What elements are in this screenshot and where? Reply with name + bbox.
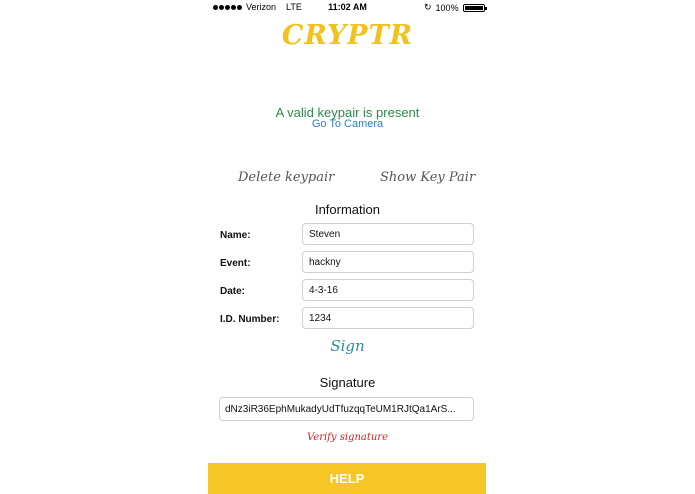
information-heading: Information bbox=[314, 202, 381, 217]
date-label: Date: bbox=[220, 286, 246, 297]
app-title: CRYPTR bbox=[281, 20, 414, 51]
status-time: 11:02 AM bbox=[328, 2, 367, 12]
id-number-field[interactable] bbox=[302, 307, 474, 329]
battery-icon bbox=[463, 4, 485, 12]
event-field[interactable] bbox=[302, 251, 474, 273]
network-type: LTE bbox=[286, 2, 302, 12]
signature-heading: Signature bbox=[319, 375, 376, 390]
keypair-status: A valid keypair is present bbox=[275, 105, 420, 120]
go-to-camera-link[interactable]: Go To Camera bbox=[311, 118, 384, 130]
date-field[interactable] bbox=[302, 279, 474, 301]
sign-button[interactable]: Sign bbox=[330, 337, 365, 355]
delete-keypair-button[interactable]: Delete keypair bbox=[238, 170, 335, 185]
carrier-name: Verizon bbox=[246, 2, 277, 12]
name-field[interactable] bbox=[302, 223, 474, 245]
status-bar bbox=[0, 0, 695, 14]
help-button[interactable]: HELP bbox=[208, 463, 486, 494]
verify-signature-button[interactable]: Verify signature bbox=[306, 432, 389, 443]
battery-group bbox=[424, 2, 485, 13]
event-label: Event: bbox=[220, 258, 251, 269]
battery-percent: 100% bbox=[435, 2, 459, 13]
id-number-label: I.D. Number: bbox=[220, 314, 280, 325]
rotation-lock-icon: ↻ bbox=[424, 2, 432, 12]
show-key-pair-button[interactable]: Show Key Pair bbox=[380, 170, 476, 185]
signature-field[interactable] bbox=[219, 397, 474, 421]
name-label: Name: bbox=[220, 230, 251, 241]
